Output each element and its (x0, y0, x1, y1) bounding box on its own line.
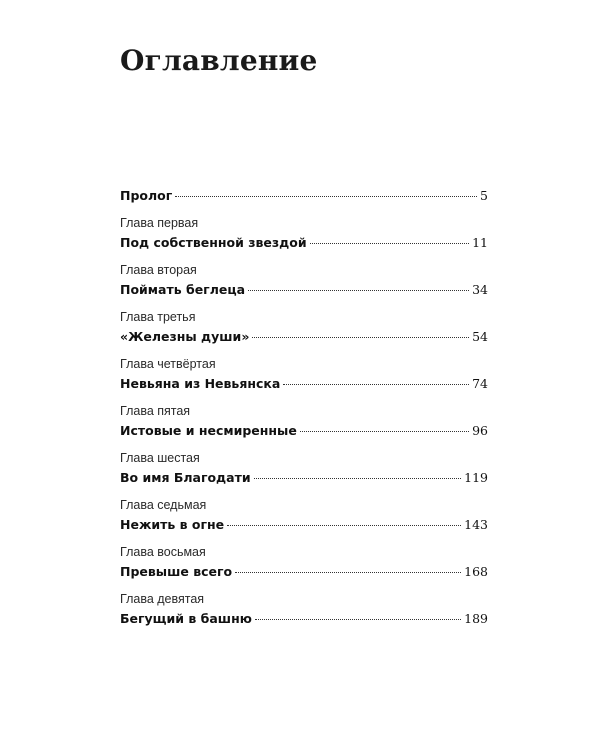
dot-leader (175, 196, 477, 197)
page-number: 119 (464, 470, 488, 485)
page-number: 143 (464, 517, 488, 532)
toc-entry-chapter-7 (120, 498, 488, 534)
chapter-title: «Железны души» (120, 329, 250, 344)
chapter-title: Бегущий в башню (120, 611, 252, 626)
dot-leader (300, 431, 469, 432)
toc-entry-chapter-9 (120, 592, 488, 628)
dot-leader (254, 478, 462, 479)
toc-line (120, 469, 488, 487)
chapter-number: Глава пятая (120, 404, 191, 418)
toc-line (120, 328, 488, 346)
toc-line (120, 563, 488, 581)
dot-leader (283, 384, 469, 385)
chapter-number: Глава третья (120, 310, 196, 324)
chapter-title: Невьяна из Невьянска (120, 376, 281, 391)
dot-leader (235, 572, 461, 573)
toc-line (120, 422, 488, 440)
page-number: 168 (464, 564, 488, 579)
page-number: 11 (472, 235, 488, 250)
chapter-title: Во имя Благодати (120, 470, 251, 485)
dot-leader (255, 619, 461, 620)
dot-leader (248, 290, 469, 291)
toc-entry-chapter-3 (120, 310, 488, 346)
toc-line (120, 375, 488, 393)
page-number: 54 (472, 329, 488, 344)
page-number: 189 (464, 611, 488, 626)
chapter-title: Поймать беглеца (120, 282, 246, 297)
toc-entry-chapter-6 (120, 451, 488, 487)
table-of-contents (120, 187, 488, 628)
toc-line (120, 516, 488, 534)
toc-entry-chapter-1 (120, 216, 488, 252)
chapter-number: Глава вторая (120, 263, 197, 277)
toc-line (120, 281, 488, 299)
toc-entry-prologue (120, 187, 488, 205)
toc-line (120, 610, 488, 628)
chapter-number: Глава первая (120, 216, 199, 230)
chapter-number: Глава девятая (120, 592, 205, 606)
page-number: 74 (472, 376, 488, 391)
chapter-title: Под собственной звездой (120, 235, 307, 250)
chapter-number: Глава восьмая (120, 545, 206, 559)
page-number: 5 (480, 188, 488, 203)
page-number: 96 (472, 423, 488, 438)
chapter-title: Пролог (120, 188, 173, 203)
toc-entry-chapter-8 (120, 545, 488, 581)
toc-entry-chapter-2 (120, 263, 488, 299)
chapter-number: Глава седьмая (120, 498, 207, 512)
chapter-number: Глава шестая (120, 451, 200, 465)
toc-entry-chapter-4 (120, 357, 488, 393)
page-title: Оглавление (120, 44, 318, 77)
toc-line (120, 234, 488, 252)
chapter-title: Нежить в огне (120, 517, 225, 532)
page-number: 34 (472, 282, 488, 297)
chapter-title: Превыше всего (120, 564, 233, 579)
dot-leader (227, 525, 461, 526)
toc-line (120, 187, 488, 205)
toc-entry-chapter-5 (120, 404, 488, 440)
chapter-title: Истовые и несмиренные (120, 423, 297, 438)
dot-leader (310, 243, 470, 244)
dot-leader (252, 337, 469, 338)
chapter-number: Глава четвёртая (120, 357, 216, 371)
